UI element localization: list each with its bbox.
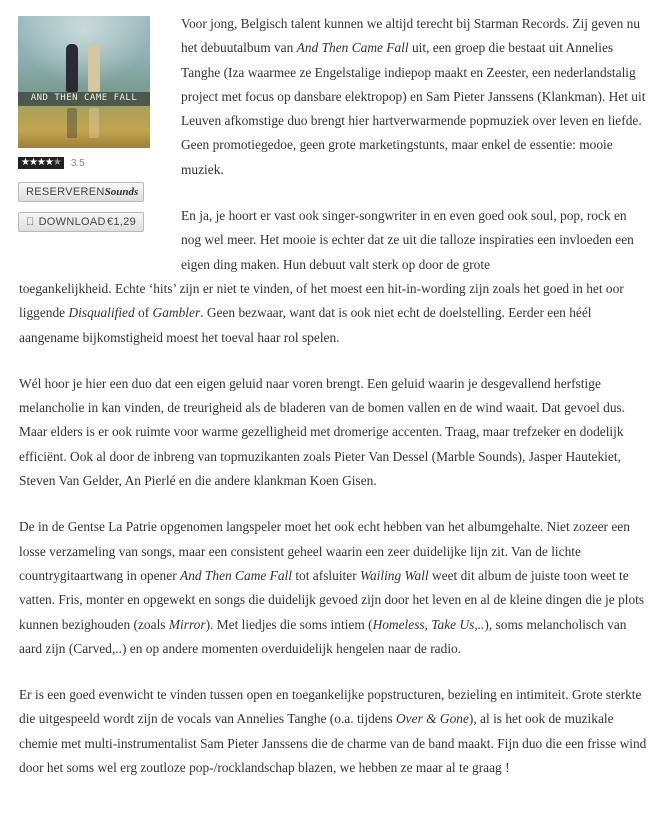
text-run: Wél hoor je hier een duo dat een eigen geluid naar voren brengt. Een geluid waarin je desgevallend herfstige melancholie in kan vinden, de treurigheid als de bladeren van de bomen vallen en de wind waait. Dat gevoel dus. Maar elders is er ook ruimte voor warme gezelligheid met dromerige accenten. Traag, maar trefzeker en dodelijk efficiënt. Ook al door de inbreng van topmuzikanten zoals Pieter Van Dessel (Marble Sounds), Jasper Hautekiet, Steven Van Gelder, An Pierlé en die andere klankman Koen Gisen. [19, 375, 626, 489]
cover-title: AND THEN CAME FALL [30, 93, 138, 103]
text-run: Voor jong, Belgisch talent kunnen we altijd terecht bij Starman Records. Zij geven nu het debuutalbum van [181, 16, 641, 56]
paragraph-2-intro: En ja, je hoort er vast ook singer-songwriter in en even goed ook soul, pop, rock en nog wel meer. Het mooie is echter dat ze uit die talloze inspiraties een invloeden een eigen ding maken. Hun debuut valt sterk op door de grote [181, 208, 634, 272]
text-run: . Geen bezwaar, want dat is ook niet echt de doelstelling. Eerder een héél aangename bijkomstigheid moest het toeval haar rol spelen. [19, 305, 592, 345]
text-run: ), soms melancholisch van aard zijn (Carved,..) en op andere momenten overduidelijk hengelen naar de radio. [19, 616, 627, 656]
paragraph-2 [19, 204, 649, 350]
rating-value: 3.5 [70, 157, 85, 169]
download-label: DOWNLOAD [30, 216, 98, 228]
emphasized-title: Mirror [168, 616, 206, 632]
paragraph-4 [19, 515, 649, 661]
emphasized-title: Disqualified [68, 305, 135, 321]
text-run: Er is een goed evenwicht te vinden tussen open en toegankelijke popstructuren, bezieling en intimiteit. Grote sterkte die uitgespeeld wordt zijn de vocals van Annelies Tanghe (o.a. tijdens [19, 687, 642, 727]
emphasized-title: Gambler [152, 305, 201, 321]
emphasized-title: Over & Gone [396, 711, 469, 727]
emphasized-title: And Then Came Fall [296, 40, 409, 56]
text-run: of [134, 305, 153, 321]
paragraph-3 [19, 372, 649, 493]
emphasized-title: And Then Came Fall [180, 567, 292, 583]
paragraph-2-rest [19, 281, 624, 345]
sounds-logo: Sounds [104, 186, 139, 198]
review-article [19, 12, 649, 802]
text-run: tot afsluiter [291, 567, 361, 583]
emphasized-title: Wailing Wall [360, 567, 429, 583]
text-run: De in de Gentse La Patrie opgenomen langspeler moet het ook echt hebben van het albumgehalte. Niet zozeer een losse verzameling van songs, maar een consistent geheel waarin een zeer duidelijke lijn zit. Van de lichte countrygitaartwang in opener [19, 519, 630, 583]
reserve-label: RESERVEREN [26, 186, 105, 198]
paragraph-1 [181, 12, 649, 182]
text-run: uit, een groep die bestaat uit Annelies Tanghe (Iza waarmee ze Engelstalige indiepop maakt en Zeester, een nederlandstalig project met focus op dansbare elektropop) en Sam Pieter Janssens (Klankman). Het uit Leuven afkomstige duo brengt hier hartverwarmende popmuziek over leven en liefde. Geen promotiegedoe, geen grote marketingstunts, maar enkel de essentie: mooie muziek. [181, 40, 646, 177]
text-run: toegankelijkheid. Echte ‘hits’ zijn er niet te vinden, of het moest een hit-in-wording zijn zoals het goed in het oor liggende [19, 280, 624, 321]
text-run: ). Met liedjes die soms intiem ( [205, 616, 373, 632]
emphasized-title: Homeless, Take Us,.. [372, 616, 485, 632]
text-run: weet dit album de juiste toon weet te vatten. Fris, monter en opgewekt en songs die duidelijk gevoed zijn door het leven en al de kleine dingen die je plots kunnen bezighouden (zoals [19, 567, 645, 632]
paragraph-5 [19, 683, 649, 780]
rating-stars-icon: ★★★★★ [18, 157, 64, 169]
text-run: ), al is het ook de muzikale chemie met multi-instrumentalist Sam Pieter Janssens die de charme van de band maakt. Fijn duo die een frisse wind door het soms wel erg zoutloze pop-/rocklandschap blazen, we hebben ze maar al te graag ! [19, 711, 647, 776]
download-price: €1,29 [106, 216, 136, 228]
